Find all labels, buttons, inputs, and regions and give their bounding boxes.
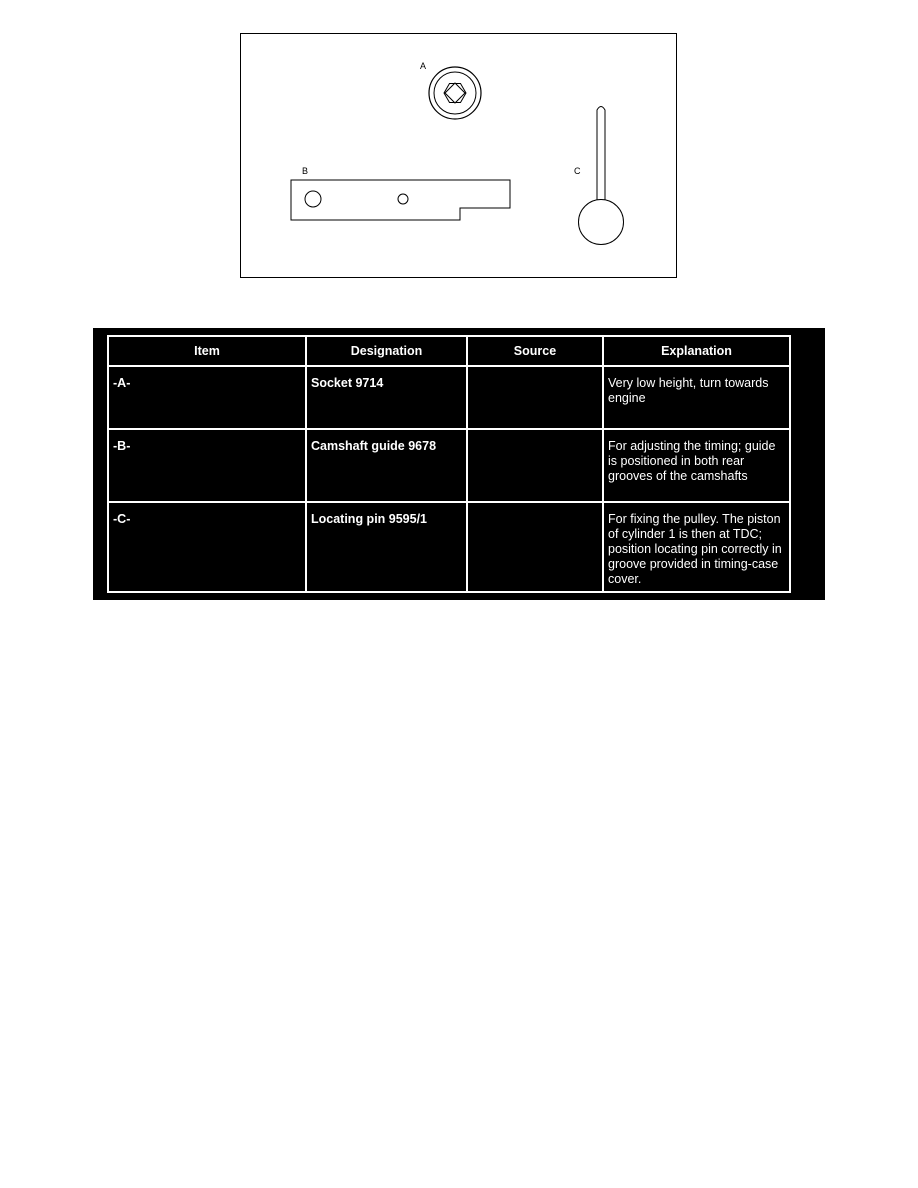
cell-item: -A- <box>108 366 306 429</box>
tool-table <box>107 335 791 593</box>
label-c: C <box>574 166 581 176</box>
label-a: A <box>420 61 427 71</box>
table-header-row <box>108 336 790 366</box>
cell-explanation: For fixing the pulley. The piston of cylinder 1 is then at TDC; position locating pin correctly in groove provided in timing-case cover. <box>603 502 790 592</box>
header-source: Source <box>467 336 603 366</box>
table-row <box>108 429 790 502</box>
cell-explanation: Very low height, turn towards engine <box>603 366 790 429</box>
header-explanation: Explanation <box>603 336 790 366</box>
cell-source <box>467 502 603 592</box>
cell-designation: Socket 9714 <box>306 366 467 429</box>
tool-table-panel <box>93 328 825 600</box>
cell-designation: Locating pin 9595/1 <box>306 502 467 592</box>
cell-source <box>467 429 603 502</box>
socket-icon <box>429 67 481 119</box>
cell-designation: Camshaft guide 9678 <box>306 429 467 502</box>
cell-item: -C- <box>108 502 306 592</box>
label-b: B <box>302 166 309 176</box>
cell-item: -B- <box>108 429 306 502</box>
header-item: Item <box>108 336 306 366</box>
table-row <box>108 366 790 429</box>
cell-source <box>467 366 603 429</box>
tool-illustration <box>240 33 677 278</box>
cell-explanation: For adjusting the timing; guide is positioned in both rear grooves of the camshafts <box>603 429 790 502</box>
header-designation: Designation <box>306 336 467 366</box>
table-row <box>108 502 790 592</box>
